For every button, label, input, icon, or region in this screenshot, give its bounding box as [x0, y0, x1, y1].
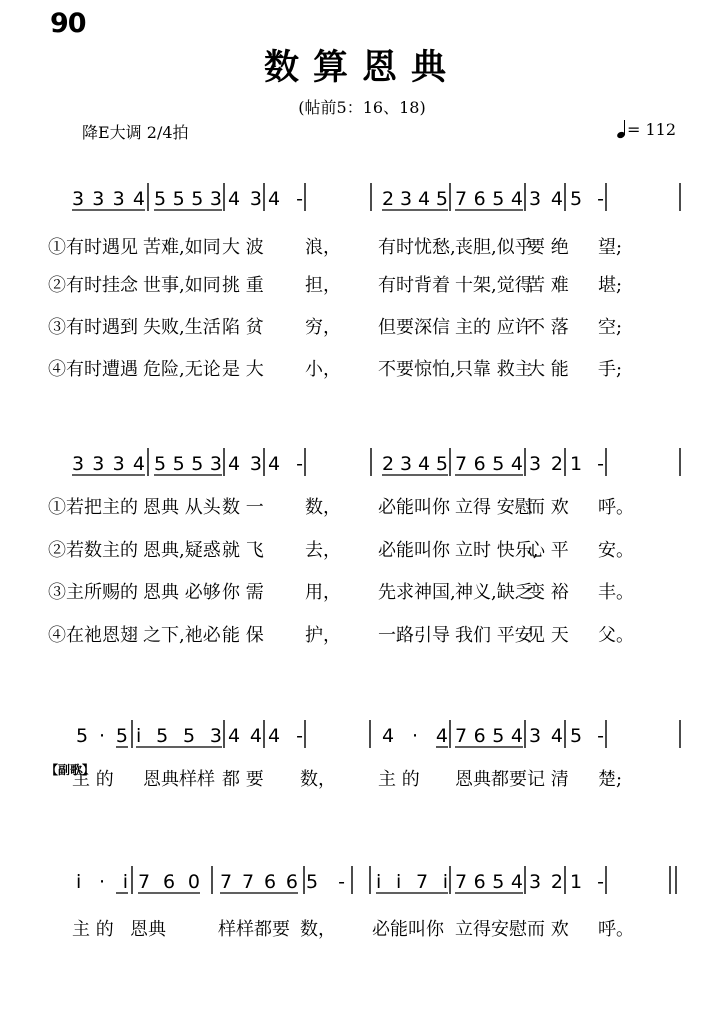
measure-notes: 4 - [268, 725, 303, 747]
lyric-segment: 十架,觉得 [455, 275, 533, 296]
measure-notes: 4 3 [228, 453, 262, 475]
lyric-segment: 苦难,如同 [143, 237, 221, 258]
lyric-segment: 而 欢 [527, 497, 569, 518]
lyric-segment: 必能叫你 [378, 540, 450, 561]
lyric-segment: 丧胆,似乎 [455, 237, 533, 258]
scripture-reference: (帖前5：16、18) [298, 98, 426, 117]
lyric-segment: 恩典,疑惑 [143, 540, 221, 561]
lyric-segment: 是 大 [222, 359, 264, 380]
chorus-tag: 【副歌】 [46, 763, 95, 777]
measure-notes: 4 - [268, 453, 303, 475]
lyric-segment: 用， [305, 582, 341, 603]
lyric-segment: ①有时遇见 [48, 237, 138, 258]
measure-notes: 5 5 5 3 [154, 453, 222, 475]
measure-notes: 5 - [306, 871, 345, 893]
measure-notes: 1 - [570, 453, 604, 475]
measure-notes: 1 - [570, 871, 604, 893]
lyric-segment: 空; [598, 317, 623, 338]
lyric-segment: 数， [305, 497, 341, 518]
lyric-segment: 失败,生活 [143, 317, 221, 338]
lyric-segment: ④在祂恩翅 [48, 625, 138, 646]
measure-notes: 7 6 5 4 [455, 871, 523, 893]
lyric-segment: 苦 难 [527, 275, 569, 296]
lyric-segment: 去， [305, 540, 341, 561]
lyric-segment: 立得安慰 [455, 919, 527, 940]
measure-notes: 3 2 [529, 453, 563, 475]
lyric-segment: 恩典 从头 [143, 497, 221, 518]
lyric-segment: 必能叫你 [378, 497, 450, 518]
lyric-segment: 之下,祂必 [143, 625, 221, 646]
lyric-segment: 浪， [305, 237, 341, 258]
measure-notes: 2 3 4 5 [382, 453, 448, 475]
lyric-segment: 世事,如同 [143, 275, 221, 296]
measure-notes: 5 - [570, 725, 604, 747]
measure-notes: 4 - [268, 188, 303, 210]
lyric-segment: ②若数主的 [48, 540, 138, 561]
lyric-segment: 危险,无论 [143, 359, 221, 380]
measure-notes: 3 4 [529, 188, 563, 210]
tempo-value: = 112 [626, 120, 676, 139]
measure-notes: 5 - [570, 188, 604, 210]
key-signature: 降E大调 2/4拍 [82, 123, 189, 142]
lyric-segment: 数 一 [222, 497, 264, 518]
lyric-segment: 恩典样样 [143, 769, 215, 790]
lyric-segment: ②有时挂念 [48, 275, 138, 296]
lyric-segment: 不要惊怕, [378, 359, 456, 380]
measure-notes: 7 6 0 [138, 871, 200, 893]
measure-notes: 3 4 [529, 725, 563, 747]
measure-notes: 4 · 4 [382, 725, 448, 747]
measure-notes: 2 3 4 5 [382, 188, 448, 210]
lyric-segment: 但要深信 [378, 317, 450, 338]
lyric-segment: 丰。 [598, 582, 634, 603]
lyric-segment: 呼。 [598, 497, 634, 518]
lyric-segment: 数， [300, 919, 336, 940]
lyric-segment: 能 保 [222, 625, 264, 646]
lyric-segment: 恩典都要 [455, 769, 527, 790]
lyric-segment: 担， [305, 275, 341, 296]
lyric-segment: ①若把主的 [48, 497, 138, 518]
lyric-segment: 就 飞 [222, 540, 264, 561]
lyric-segment: 而 欢 [527, 919, 569, 940]
lyric-segment: 心 平 [527, 540, 569, 561]
lyric-segment: ③有时遇到 [48, 317, 138, 338]
lyric-segment: 主 的 [378, 769, 420, 790]
measure-notes: 3 3 3 4 [72, 188, 145, 210]
measure-notes: 5 · 5 [76, 725, 128, 747]
measure-notes: 3 3 3 4 [72, 453, 145, 475]
lyric-segment: 小， [305, 359, 341, 380]
lyric-segment: 神义,缺乏 [455, 582, 533, 603]
lyric-segment: 陷 贫 [222, 317, 264, 338]
lyric-segment: 先求神国, [378, 582, 456, 603]
lyric-segment: 穷， [305, 317, 341, 338]
measure-notes: 7 6 5 4 [455, 188, 523, 210]
lyric-segment: 有时忧愁, [378, 237, 456, 258]
lyric-segment: 大 波 [222, 237, 264, 258]
lyric-segment: ③主所赐的 [48, 582, 138, 603]
lyric-segment: 记 清 [527, 769, 569, 790]
measure-notes: 7 7 6 6 [220, 871, 298, 893]
lyric-segment: 都 要 [222, 769, 264, 790]
lyric-segment: 见 天 [527, 625, 569, 646]
lyric-segment: 我们 平安 [455, 625, 533, 646]
lyric-segment: 挑 重 [222, 275, 264, 296]
lyric-segment: 主的 应许 [455, 317, 533, 338]
lyric-segment: 大 能 [527, 359, 569, 380]
page-number: 90 [50, 8, 86, 39]
measure-notes: 3 2 [529, 871, 563, 893]
lyric-segment: 立时 快乐, [455, 540, 539, 561]
lyric-segment: 安。 [598, 540, 634, 561]
lyric-segment: 立得 安慰 [455, 497, 533, 518]
measure-notes: 4 4 [228, 725, 262, 747]
lyric-segment: 主 的 [72, 769, 114, 790]
lyric-segment: 恩典 必够 [143, 582, 221, 603]
lyric-segment: 堪; [598, 275, 623, 296]
lyric-segment: 呼。 [598, 919, 634, 940]
lyric-segment: 手; [598, 359, 623, 380]
lyric-segment: 数， [300, 769, 336, 790]
lyric-segment: 变 裕 [527, 582, 569, 603]
lyric-segment: 有时背着 [378, 275, 450, 296]
lyric-segment: ④有时遭遇 [48, 359, 138, 380]
measure-notes: i · i [76, 871, 128, 893]
lyric-segment: 样样都要 [218, 919, 290, 940]
measure-notes: i i 7 i [376, 871, 448, 893]
measure-notes: i 5 5 3 [136, 725, 222, 747]
measure-notes: 7 6 5 4 [455, 725, 523, 747]
song-title: 数算恩典 [263, 48, 460, 88]
lyric-segment: 护， [305, 625, 341, 646]
lyric-segment: 主 的 [72, 919, 114, 940]
measure-notes: 7 6 5 4 [455, 453, 523, 475]
lyric-segment: 一路引导 [378, 625, 450, 646]
lyric-segment: 你 需 [222, 582, 264, 603]
lyric-segment: 楚; [598, 769, 623, 790]
lyric-segment: 恩典 [130, 919, 166, 940]
measure-notes: 4 3 [228, 188, 262, 210]
lyric-segment: 必能叫你 [372, 919, 444, 940]
lyric-segment: 不 落 [527, 317, 569, 338]
measure-notes: 5 5 5 3 [154, 188, 222, 210]
lyric-segment: 望; [598, 237, 623, 258]
lyric-segment: 要 绝 [527, 237, 569, 258]
lyric-segment: 只靠 救主 [455, 359, 533, 380]
lyric-segment: 父。 [598, 625, 634, 646]
